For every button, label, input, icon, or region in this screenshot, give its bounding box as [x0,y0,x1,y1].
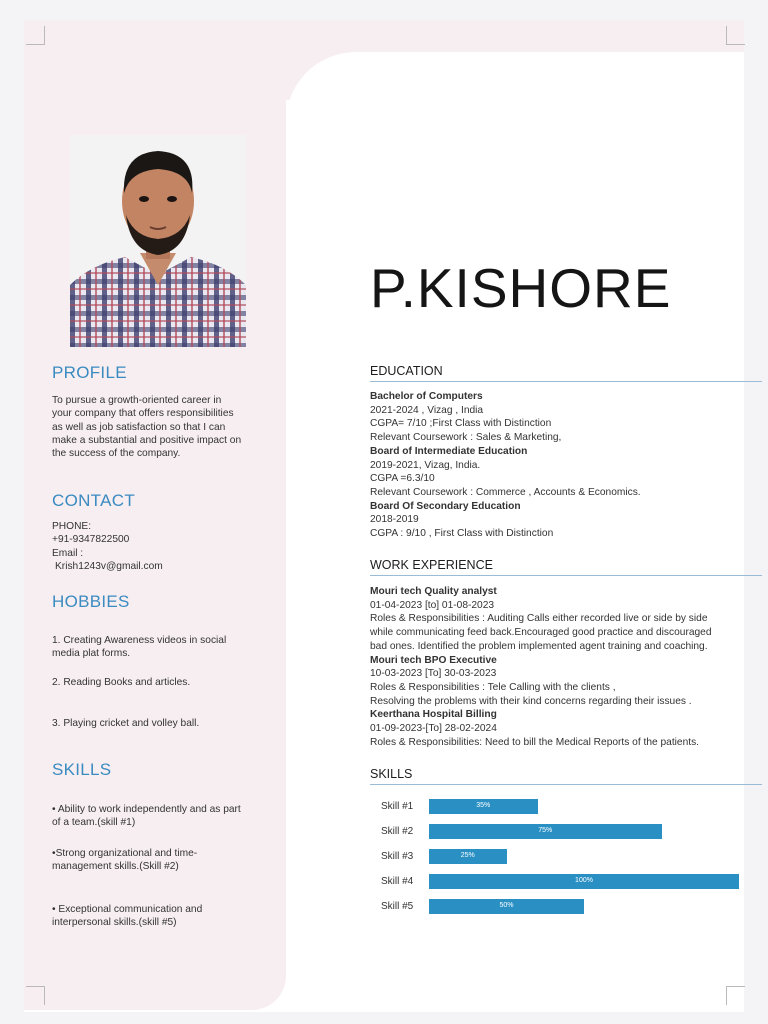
entry-line: CGPA= 7/10 ;First Class with Distinction [370,418,552,430]
skill-bar-row [370,849,762,865]
hobby-item [52,676,272,689]
hobbies-section [52,592,272,612]
skill-item [52,903,272,930]
left-skills-heading: SKILLS [52,760,112,779]
entry-heading: Keerthana Hospital Billing [370,709,497,721]
skill-bar-row [370,799,762,815]
hobby-line: 3. Playing cricket and volley ball. [52,718,200,729]
hobby-line: 2. Reading Books and articles. [52,677,191,688]
profile-line: make a substantial and positive impact on [52,434,242,446]
email-address: Krish1243v@gmail.com [55,560,163,572]
skill-bar [429,849,507,864]
hobby-item [52,634,272,661]
contact-heading: CONTACT [52,491,135,510]
skill-bar-percent: 50% [499,902,514,909]
entry-heading: Board Of Secondary Education [370,500,521,512]
profile-text [52,394,272,460]
entry-line: Roles & Responsibilities : Auditing Calls either recorded live or side by side [370,613,708,625]
skill-bar-percent: 35% [476,802,491,809]
skill-bar-label: Skill #4 [381,876,414,887]
skills-chart-heading: SKILLS [370,767,762,785]
crop-mark-bottom-right [726,986,745,1005]
skill-bar-percent: 25% [460,852,475,859]
education-heading: EDUCATION [370,364,762,382]
entry-line: 01-04-2023 [to] 01-08-2023 [370,599,495,611]
skill-bar [429,799,538,814]
skill-bar-label: Skill #3 [381,851,414,862]
hobby-line: 1. Creating Awareness videos in social [52,635,227,646]
skill-line: of a team.(skill #1) [52,817,136,829]
entry-line: 10-03-2023 [To] 30-03-2023 [370,668,497,680]
entry-line: CGPA =6.3/10 [370,473,435,485]
crop-mark-top-left [26,26,45,45]
skills-chart-section [370,767,762,785]
entry-line: Roles & Responsibilities: Need to bill the Medical Reports of the patients. [370,736,699,748]
hobby-item [52,717,272,730]
skill-line: interpersonal skills.(skill #5) [52,917,177,929]
entry-line: bad ones. Identified the problem implemented agent training and coaching. [370,640,708,652]
profile-section [52,363,272,383]
profile-line: your company that offers responsibilities [52,408,234,420]
work-details [370,585,762,749]
crop-mark-bottom-left [26,986,45,1005]
skill-bar-percent: 75% [538,827,553,834]
skill-bar [429,899,584,914]
entry-line: CGPA : 9/10 , First Class with Distinction [370,528,554,540]
contact-details [52,520,272,573]
entry-line: 2021-2024 , Vizag , India [370,404,484,416]
profile-photo [70,135,246,347]
entry-line: Relevant Coursework : Commerce , Accounts & Economics. [370,486,641,498]
education-section [370,364,762,382]
entry-heading: Mouri tech Quality analyst [370,586,497,597]
profile-line: as well as job satisfaction so that I can [52,421,226,433]
contact-section [52,491,272,511]
skill-line: • Exceptional communication and [52,904,203,915]
skill-line: • Ability to work independently and as part [52,804,241,815]
skill-bar-row [370,899,762,915]
skill-bar-label: Skill #2 [381,826,414,837]
hobby-line: media plat forms. [52,648,131,660]
phone-label: PHONE: [52,521,92,532]
crop-mark-top-right [726,26,745,45]
candidate-name: P.KISHORE [370,257,672,319]
skill-bar [429,824,662,839]
email-label: Email : [52,547,84,559]
person-photo-illustration [70,135,246,347]
work-section [370,558,762,576]
entry-heading: Bachelor of Computers [370,391,483,402]
skill-bar-percent: 100% [575,877,593,884]
entry-heading: Board of Intermediate Education [370,445,528,457]
skill-bar-label: Skill #1 [381,801,414,812]
hobbies-heading: HOBBIES [52,592,130,611]
entry-line: while communicating feed back.Encouraged good practice and discouraged [370,627,712,639]
entry-line: Resolving the problems with their kind concerns regarding their issues . [370,695,692,707]
skill-item [52,803,272,830]
education-details [370,390,762,541]
entry-line: 01-09-2023-[To] 28-02-2024 [370,723,497,735]
skill-bar-row [370,874,762,890]
left-skills-section [52,760,272,780]
entry-heading: Mouri tech BPO Executive [370,654,497,666]
entry-line: 2019-2021, Vizag, India. [370,459,481,471]
entry-line: 2018-2019 [370,514,419,526]
entry-line: Roles & Responsibilities : Tele Calling with the clients , [370,681,616,693]
profile-heading: PROFILE [52,363,127,382]
skill-bar [429,874,739,889]
skill-item [52,847,272,874]
work-heading: WORK EXPERIENCE [370,558,762,576]
entry-line: Relevant Coursework : Sales & Marketing, [370,432,562,444]
skill-line: •Strong organizational and time- [52,848,198,859]
skill-bar-label: Skill #5 [381,901,414,912]
phone-number: +91-9347822500 [52,534,130,546]
profile-line: To pursue a growth-oriented career in [52,395,222,406]
skill-line: management skills.(Skill #2) [52,861,179,873]
profile-line: the success of the company. [52,448,181,460]
skill-bar-row [370,824,762,840]
